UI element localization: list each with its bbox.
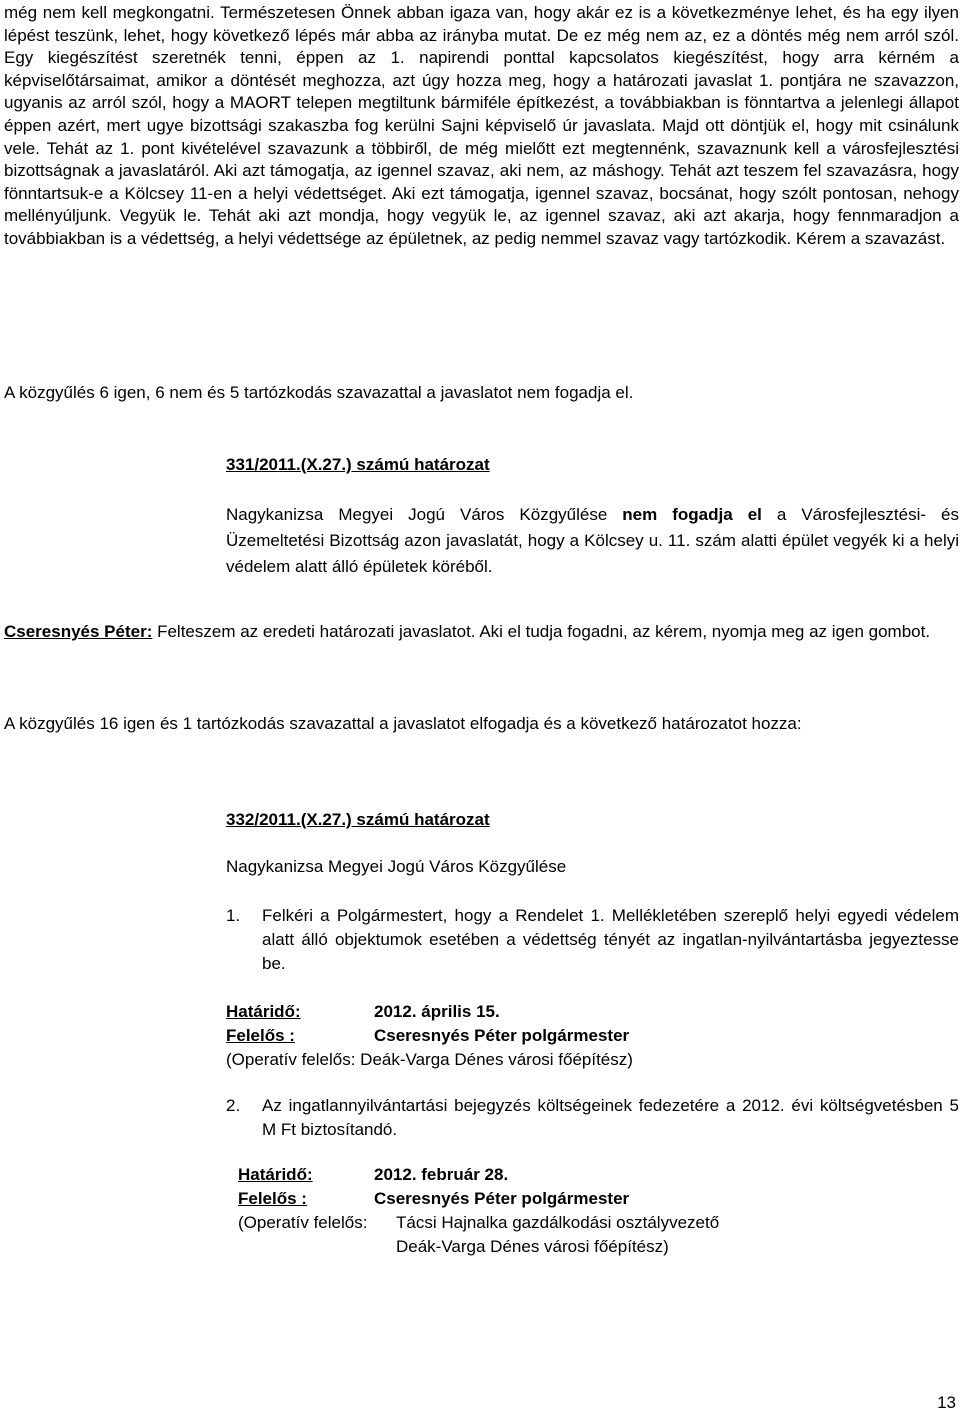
speaker-name: Cseresnyés Péter: <box>4 622 153 641</box>
responsible-label: Felelős : <box>226 1026 295 1045</box>
responsible-value: Cseresnyés Péter polgármester <box>374 1026 630 1045</box>
operative-responsible-label: (Operatív felelős: <box>238 1213 368 1232</box>
item-text: Az ingatlannyilvántartási bejegyzés költségeinek fedezetére a 2012. évi költségvetésben 5 M Ft biztosítandó. <box>262 1096 959 1139</box>
resolution-331-decision: nem fogadja el <box>622 505 762 524</box>
resolution-332-item-1 <box>226 904 959 976</box>
deadline-label: Határidő: <box>226 1002 301 1021</box>
vote-result-1: A közgyűlés 6 igen, 6 nem és 5 tartózkodás szavazattal a javaslatot nem fogadja el. <box>4 383 634 402</box>
operative-responsible-line-1: Tácsi Hajnalka gazdálkodási osztályvezető <box>396 1213 720 1232</box>
page-number: 13 <box>937 1393 956 1412</box>
resolution-332-item-2 <box>226 1094 959 1142</box>
deadline-label: Határidő: <box>238 1165 313 1184</box>
item-1-deadline-row <box>226 1000 633 1072</box>
intro-paragraph: még nem kell megkongatni. Természetesen Önnek abban igaza van, hogy akár ez is a következménye lehet, és ha egy ilyen lépést teszünk, lehet, hogy következő lépés már abba az irányba mutat. De ez még nem az, ez a döntés még nem arról szól. Egy kiegészítést szeretnék tenni, éppen az 1. napirendi ponttal kapcsolatos kiegészítést, hogy arra kérném a képviselőtársaimat, amikor a döntését meghozza, azt úgy hozza meg, hogy a határozati javaslat 1. pontjára ne szavazzon, ugyanis az arról szól, hogy a MAORT telepen megtiltunk bármiféle építkezést, a továbbiakban is fönntartva a jelenlegi állapot éppen azért, mert ugye bizottsági szakaszba fog kerülni Sajni képviselő úr javaslata. Majd ott döntjük el, hogy mit csinálunk vele. Tehát az 1. pont kivételével szavazunk a többiről, de még mielőtt ezt megtennénk, szavaznunk kell a városfejlesztési bizottságnak a javaslatáról. Aki azt támogatja, az igennel szavaz, aki nem, az máshogy. Tehát azt teszem fel szavazásra, hogy fönntartsuk-e a Kölcsey 11-en a helyi védettséget. Aki ezt támogatja, igennel szavaz, bocsánat, hogy szólt pontosan, nehogy mellényúljunk. Vegyük le. Tehát aki azt mondja, hogy vegyük le, az igennel szavaz, aki azt akarja, hogy fennmaradjon a továbbiakban is a védettség, a helyi védettsége az épületnek, az pedig nemmel szavaz vagy tartózkodik. Kérem a szavazást. <box>4 3 959 248</box>
item-number: 2. <box>226 1096 241 1115</box>
vote-result-2: A közgyűlés 16 igen és 1 tartózkodás szavazattal a javaslatot elfogadja és a következő határozatot hozza: <box>4 714 802 733</box>
resolution-331-text-end: a Városfejlesztési- és Üzemeltetési Bizottság azon javaslatát, hogy a Kölcsey u. 11. szám alatti épület vegyék ki a helyi védelem alatt álló épületek köréből. <box>226 505 959 576</box>
operative-responsible-line-2: Deák-Varga Dénes városi főépítész) <box>396 1237 669 1256</box>
deadline-value: 2012. április 15. <box>374 1002 500 1021</box>
responsible-label: Felelős : <box>238 1189 307 1208</box>
resolution-331-text-start: Nagykanizsa Megyei Jogú Város Közgyűlése <box>226 505 623 524</box>
speaker-paragraph <box>4 620 959 644</box>
operative-responsible: (Operatív felelős: Deák-Varga Dénes városi főépítész) <box>226 1050 633 1069</box>
deadline-value: 2012. február 28. <box>374 1165 509 1184</box>
resolution-331-title: 331/2011.(X.27.) számú határozat <box>226 455 490 474</box>
item-2-deadline-row <box>238 1163 719 1259</box>
resolution-332-body: Nagykanizsa Megyei Jogú Város Közgyűlése <box>226 857 567 876</box>
speaker-text: Felteszem az eredeti határozati javaslatot. Aki el tudja fogadni, az kérem, nyomja meg az igen gombot. <box>152 622 931 641</box>
resolution-332-title: 332/2011.(X.27.) számú határozat <box>226 810 490 829</box>
responsible-value: Cseresnyés Péter polgármester <box>374 1189 630 1208</box>
item-number: 1. <box>226 906 241 925</box>
item-text: Felkéri a Polgármestert, hogy a Rendelet 1. Mellékletében szereplő helyi egyedi védelem alatt álló objektumok esetében a védettség tényét az ingatlan-nyilvántartásba jegyeztesse be. <box>262 906 959 973</box>
resolution-331-text <box>226 502 959 580</box>
